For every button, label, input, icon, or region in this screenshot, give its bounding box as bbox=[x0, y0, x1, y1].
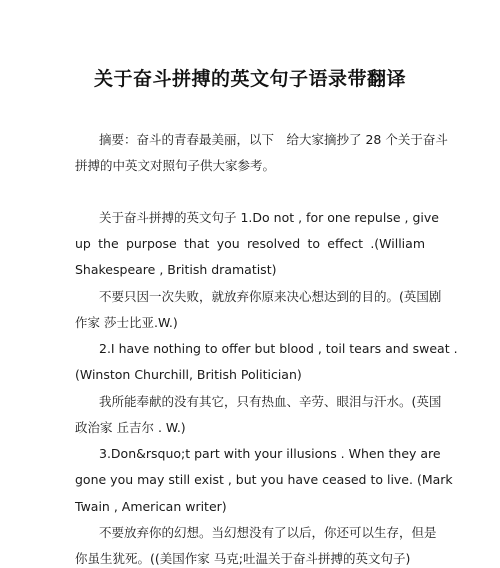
abstract-line-2: 拼搏的中英文对照句子供大家参考。 bbox=[75, 158, 276, 173]
abstract-line-1: 摘要：奋斗的青春最美丽，以下 给大家摘抄了 28 个关于奋斗 bbox=[99, 132, 448, 147]
quote3-en-line-1: 3.Don&rsquo;t part with your illusions . When they are bbox=[99, 446, 441, 461]
quote2-zh-line-2: 政治家 丘吉尔 . W.) bbox=[75, 420, 186, 435]
quote1-zh-line-1: 不要只因一次失败，就放弃你原来决心想达到的目的。(英国剧 bbox=[99, 289, 442, 304]
quote2-en-line-1: 2.I have nothing to offer but blood , toil tears and sweat . bbox=[99, 341, 458, 356]
quote2-en-line-2: (Winston Churchill, British Politician) bbox=[75, 367, 302, 382]
quote1-en-line-1: 关于奋斗拼搏的英文句子 1.Do not , for one repulse , give bbox=[99, 210, 439, 225]
quote3-zh-line-2: 你虽生犹死。((美国作家 马克;吐温关于奋斗拼搏的英文句子) bbox=[75, 551, 411, 566]
quote2-zh-line-1: 我所能奉献的没有其它，只有热血、辛劳、眼泪与汗水。(英国 bbox=[99, 394, 442, 409]
quote3-en-line-2: gone you may still exist , but you have ceased to live. (Mark bbox=[75, 472, 453, 487]
quote3-zh-line-1: 不要放弃你的幻想。当幻想没有了以后，你还可以生存，但是 bbox=[99, 525, 437, 540]
quote3-en-line-3: Twain , American writer) bbox=[75, 499, 227, 514]
document-title: 关于奋斗拼搏的英文句子语录带翻译 bbox=[93, 68, 406, 90]
quote1-en-line-2: up the purpose that you resolved to effect .(William bbox=[75, 236, 425, 251]
quote1-en-line-3: Shakespeare , British dramatist) bbox=[75, 262, 277, 277]
quote1-zh-line-2: 作家 莎士比亚.W.) bbox=[75, 315, 178, 330]
